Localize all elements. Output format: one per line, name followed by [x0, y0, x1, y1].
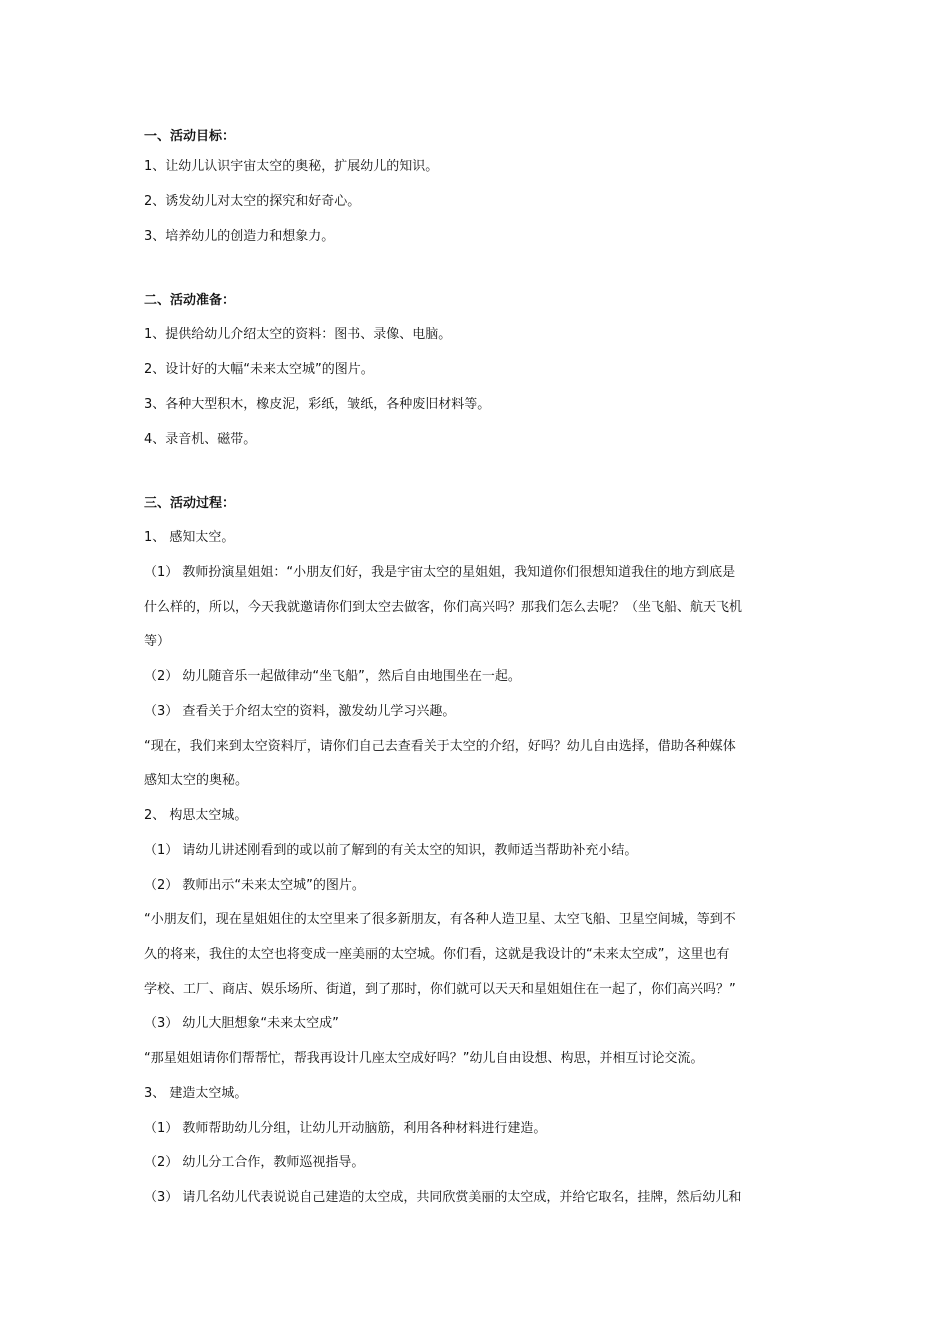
process-line: （3） 幼儿大胆想象“未来太空成”	[144, 1016, 339, 1031]
process-line: 1、 感知太空。	[144, 530, 235, 545]
section-heading-process: 三、活动过程：	[144, 496, 236, 511]
goal-item-1: 1、让幼儿认识宇宙太空的奥秘，扩展幼儿的知识。	[144, 159, 439, 174]
process-line: 等）	[144, 634, 171, 649]
process-line: （1） 请幼儿讲述刚看到的或以前了解到的有关太空的知识，教师适当帮助补充小结。	[144, 843, 638, 858]
prep-item-1: 1、提供给幼儿介绍太空的资料：图书、录像、电脑。	[144, 327, 452, 342]
process-line: “现在，我们来到太空资料厅，请你们自己去查看关于太空的介绍，好吗？幼儿自由选择，借助各种媒体	[144, 739, 736, 754]
process-line: （2） 教师出示“未来太空城”的图片。	[144, 878, 365, 893]
prep-item-3: 3、各种大型积木，橡皮泥，彩纸，皱纸，各种废旧材料等。	[144, 397, 491, 412]
goal-item-2: 2、诱发幼儿对太空的探究和好奇心。	[144, 194, 361, 209]
process-line: （1） 教师扮演星姐姐：“小朋友们好，我是宇宙太空的星姐姐，我知道你们很想知道我住的地方到底是	[144, 565, 736, 580]
process-line: （3） 查看关于介绍太空的资料，激发幼儿学习兴趣。	[144, 704, 456, 719]
process-line: 感知太空的奥秘。	[144, 773, 249, 788]
prep-item-4: 4、录音机、磁带。	[144, 432, 257, 447]
process-line: （2） 幼儿随音乐一起做律动“坐飞船”，然后自由地围坐在一起。	[144, 669, 521, 684]
process-line: 久的将来，我住的太空也将变成一座美丽的太空城。你们看，这就是我设计的“未来太空成”，这里也有	[144, 947, 730, 962]
prep-item-2: 2、设计好的大幅“未来太空城”的图片。	[144, 362, 374, 377]
process-line: 学校、工厂、商店、娱乐场所、街道，到了那时，你们就可以天天和星姐姐住在一起了，你们高兴吗？”	[144, 982, 736, 997]
process-line: （2） 幼儿分工合作，教师巡视指导。	[144, 1155, 365, 1170]
document-page	[144, 0, 808, 1344]
process-line: 2、 构思太空城。	[144, 808, 248, 823]
process-line: “那星姐姐请你们帮帮忙，帮我再设计几座太空成好吗？”幼儿自由设想、构思，并相互讨论交流。	[144, 1051, 704, 1066]
process-line: “小朋友们，现在星姐姐住的太空里来了很多新朋友，有各种人造卫星、太空飞船、卫星空间城，等到不	[144, 912, 736, 927]
process-line: （1） 教师帮助幼儿分组，让幼儿开动脑筋，利用各种材料进行建造。	[144, 1121, 547, 1136]
goal-item-3: 3、培养幼儿的创造力和想象力。	[144, 229, 335, 244]
process-line: 3、 建造太空城。	[144, 1086, 248, 1101]
process-line: （3） 请几名幼儿代表说说自己建造的太空成，共同欣赏美丽的太空成，并给它取名，挂牌，然后幼儿和	[144, 1190, 742, 1205]
section-heading-goals: 一、活动目标：	[144, 129, 236, 144]
process-line: 什么样的，所以，今天我就邀请你们到太空去做客，你们高兴吗？那我们怎么去呢？（坐飞船、航天飞机	[144, 600, 743, 615]
section-heading-preparation: 二、活动准备：	[144, 293, 236, 308]
